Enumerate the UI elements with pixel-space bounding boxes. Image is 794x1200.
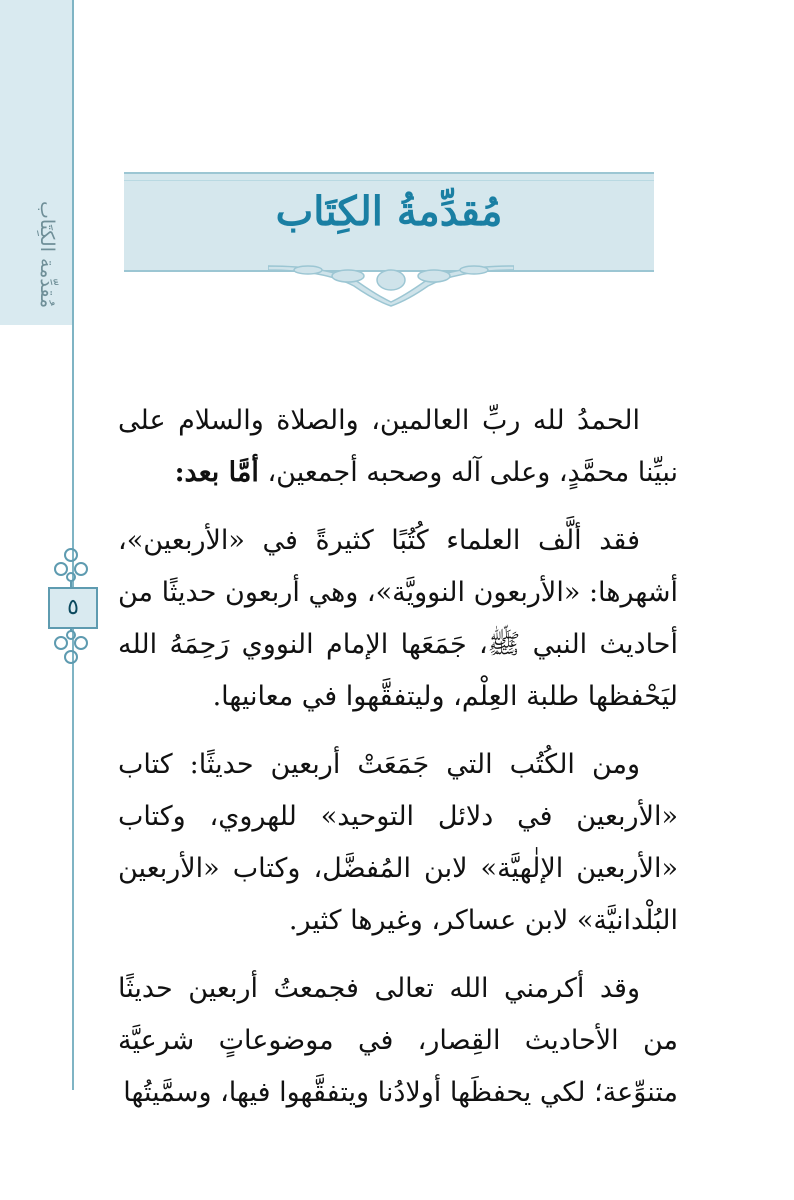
paragraph-1	[118, 395, 678, 499]
chapter-title: مُقدِّمةُ الكِتَاب	[275, 188, 503, 235]
paragraph-2: فقد ألَّف العلماء كُتُبًا كثيرةً في «الأربعين»، أشهرها: «الأربعون النوويَّة»، وهي أربعون حديثًا من أحاديث النبي ﷺ، جَمَعَها الإمام النووي رَحِمَهُ الله ليَحْفظها طلبة العِلْم، وليتفقَّهوا في معانيها.	[118, 525, 678, 712]
chapter-title-banner	[124, 172, 654, 272]
paragraph-1-text: الحمدُ لله ربِّ العالمين، والصلاة والسلام على نبيِّنا محمَّدٍ، وعلى آله وصحبه أجمعين،	[118, 405, 678, 488]
paragraph-3: ومن الكُتُب التي جَمَعَتْ أربعين حديثًا: كتاب «الأربعين في دلائل التوحيد» للهروي، وكتاب «الأربعين الإلٰهيَّة» لابن المُفضَّل، وكتاب «الأربعين البُلْدانيَّة» لابن عساكر، وغيرها كثير.	[118, 749, 678, 936]
page-number: ٥	[48, 587, 98, 629]
page-number-ornament	[44, 545, 100, 665]
arabesque-ornament-icon	[268, 262, 514, 308]
running-title: مُقدِّمة الكِتَاب	[36, 201, 58, 309]
paragraph-1-bold: أمَّا بعد:	[174, 457, 259, 488]
paragraph-4: وقد أكرمني الله تعالى فجمعتُ أربعين حديثًا من الأحاديث القِصار، في موضوعاتٍ شرعيَّة متنوِّعة؛ لكي يحفظَها أولادُنا ويتفقَّهوا فيها، وسمَّيتُها	[118, 973, 678, 1108]
body-text	[118, 395, 678, 1135]
